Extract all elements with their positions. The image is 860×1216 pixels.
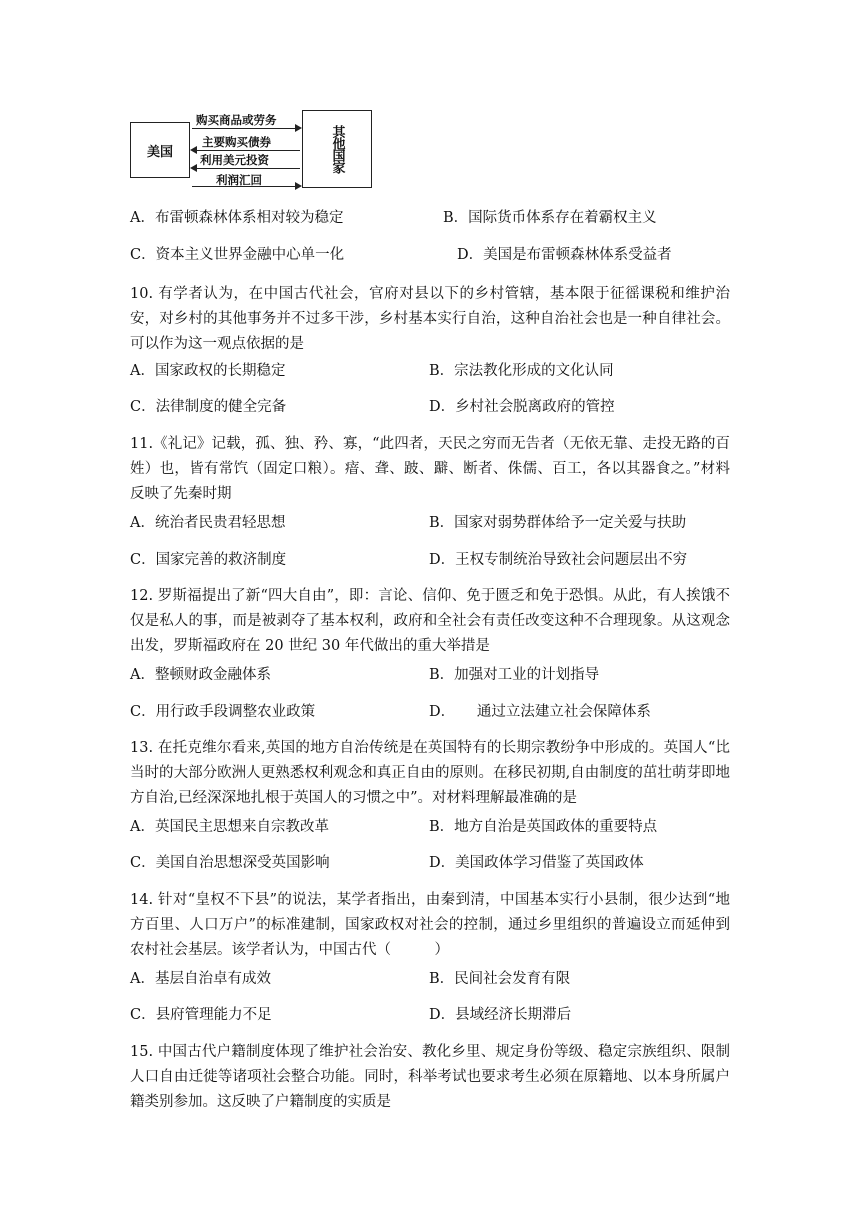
q10-option-d: D．乡村社会脱离政府的管控 (429, 399, 615, 415)
q14-option-b: B．民间社会发育有限 (429, 971, 571, 987)
q14-option-a: A．基层自治卓有成效 (130, 971, 271, 987)
q11-option-b: B．国家对弱势群体给予一定关爱与扶助 (429, 515, 687, 531)
arrow-label-buy-bonds: 主要购买债券 (202, 135, 271, 149)
arrow-right-1 (192, 128, 300, 129)
arrow-left-1 (192, 150, 300, 151)
q14-option-c: C．县府管理能力不足 (130, 1007, 272, 1023)
q10-option-b: B．宗法教化形成的文化认同 (429, 363, 614, 379)
us-box: 美国 (130, 122, 190, 178)
q13-stem: 13. 在托克维尔看来,英国的地方自治传统是在英国特有的长期宗教纷争中形成的。英国人“比当时的大部分欧洲人更熟悉权利观念和真正自由的原则。在移民初期,自由制度的茁壮萌芽即地方自治,已经深深地扎根于英国人的习惯之中”。对材料理解最准确的是 (130, 740, 730, 806)
q9-option-c: C．资本主义世界金融中心单一化 (130, 247, 345, 263)
q14-stem: 14. 针对“皇权不下县”的说法，某学者指出，由秦到清，中国基本实行小县制，很少达到“地方百里、人口万户”的标准建制，国家政权对社会的控制，通过乡里组织的普遍设立而延伸到农村社会基层。该学者认为，中国古代（ ） (130, 892, 730, 958)
q12-stem: 12. 罗斯福提出了新“四大自由”，即：言论、信仰、免于匮乏和免于恐惧。从此，有人挨饿不仅是私人的事，而是被剥夺了基本权利，政府和全社会有责任改变这种不合理现象。从这观念出发，罗斯福政府在 20 世纪 30 年代做出的重大举措是 (130, 588, 730, 654)
other-countries-box: 其他国家 (302, 110, 372, 188)
q9-option-b: B．国际货币体系存在着霸权主义 (443, 210, 657, 226)
q14-option-d: D．县域经济长期滞后 (429, 1007, 572, 1023)
q9-option-a: A．布雷顿森林体系相对较为稳定 (130, 210, 344, 226)
q12-option-c: C．用行政手段调整农业政策 (130, 704, 316, 720)
q11-option-d: D．王权专制统治导致社会问题层出不穷 (429, 552, 688, 568)
q12-option-b: B．加强对工业的计划指导 (429, 667, 600, 683)
arrow-label-buy-goods: 购买商品或劳务 (196, 113, 277, 127)
q11-option-a: A．统治者民贵君轻思想 (130, 515, 286, 531)
arrow-label-invest-dollars: 利用美元投资 (200, 153, 269, 167)
q10-option-c: C．法律制度的健全完备 (130, 399, 287, 415)
arrow-label-profit-return: 利润汇回 (216, 173, 262, 187)
arrow-right-2 (192, 186, 300, 187)
q13-option-b: B．地方自治是英国政体的重要特点 (429, 819, 658, 835)
q12-option-d: D． 通过立法建立社会保障体系 (429, 704, 651, 720)
q10-stem: 10. 有学者认为，在中国古代社会，官府对县以下的乡村管辖，基本限于征徭课税和维护治安，对乡村的其他事务并不过多干涉，乡村基本实行自治，这种自治社会也是一种自律社会。可以作为这一观点依据的是 (130, 286, 730, 352)
q9-option-d: D．美国是布雷顿森林体系受益者 (457, 247, 672, 263)
q13-option-c: C．美国自治思想深受英国影响 (130, 855, 330, 871)
q11-option-c: C．国家完善的救济制度 (130, 552, 287, 568)
q12-option-a: A．整顿财政金融体系 (130, 667, 271, 683)
q13-option-d: D．美国政体学习借鉴了英国政体 (429, 855, 644, 871)
q11-stem: 11.《礼记》记载，孤、独、矜、寡，“此四者，天民之穷而无告者（无依无靠、走投无路的百姓）也，皆有常饩（固定口粮）。瘖、聋、跛、躃、断者、侏儒、百工，各以其器食之。”材料反映了先秦时期 (130, 436, 730, 502)
arrow-left-2 (192, 168, 300, 169)
q13-option-a: A．英国民主思想来自宗教改革 (130, 819, 329, 835)
q10-option-a: A．国家政权的长期稳定 (130, 363, 286, 379)
q15-stem: 15. 中国古代户籍制度体现了维护社会治安、教化乡里、规定身份等级、稳定宗族组织、限制人口自由迁徙等诸项社会整合功能。同时，科举考试也要求考生必须在原籍地、以本身所属户籍类别参加。这反映了户籍制度的实质是 (130, 1044, 730, 1110)
capital-flow-diagram (130, 110, 375, 190)
